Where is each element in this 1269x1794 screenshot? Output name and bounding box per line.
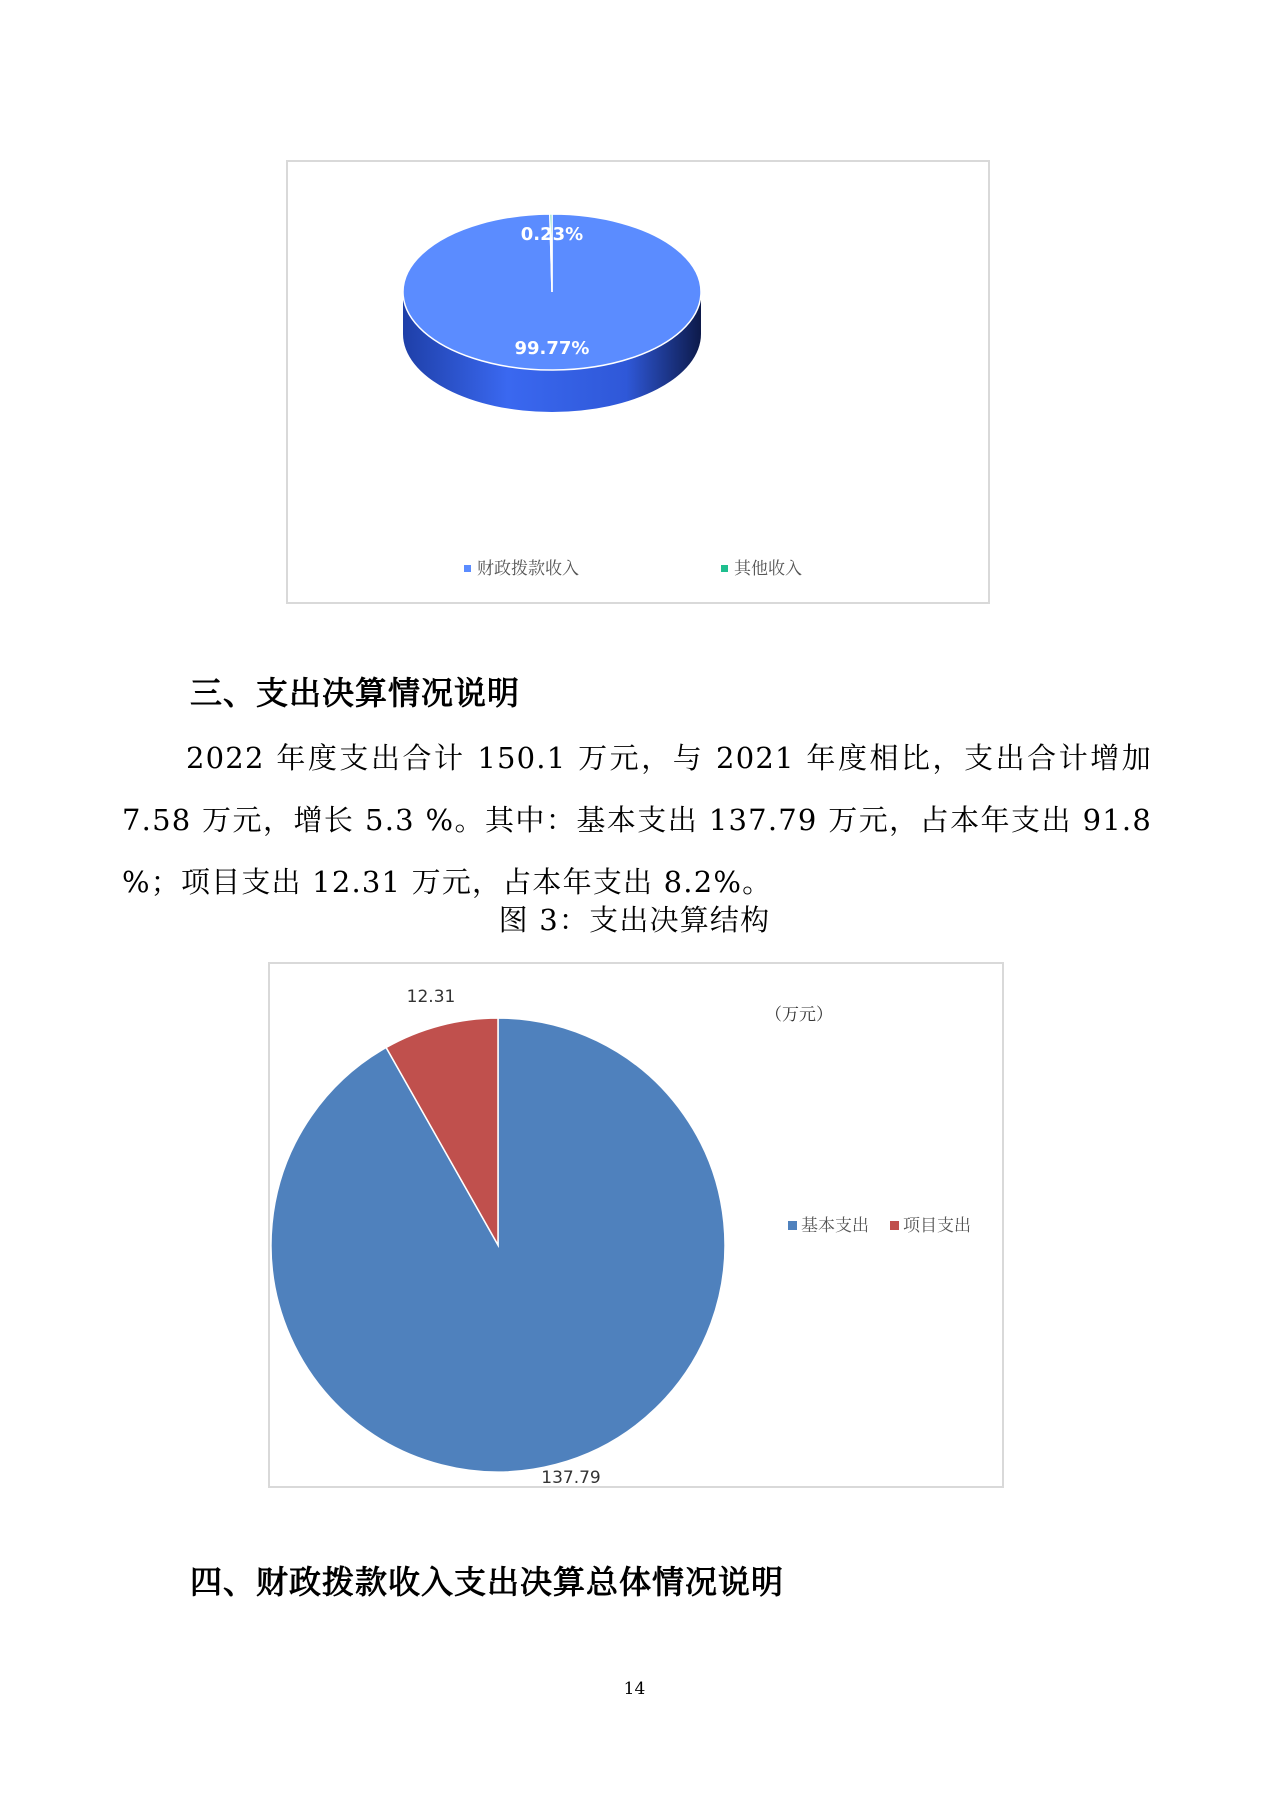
section3-paragraph: 2022 年度支出合计 150.1 万元，与 2021 年度相比，支出合计增加 7.58 万元，增长 5.3 %。其中：基本支出 137.79 万元，占本年支出 91.8 %；项目支出 12.31 万元，占本年支出 8.2%。 [122, 741, 1152, 899]
page-number: 14 [623, 1679, 646, 1699]
section4-heading: 四、财政拨款收入支出决算总体情况说明 [190, 1563, 785, 1601]
legend-label-1: 财政拨款收入 [477, 559, 579, 579]
income-pie-svg [288, 162, 988, 602]
data-label-2: 0.23% [520, 224, 584, 245]
expenditure-pie-chart [268, 962, 1004, 1488]
legend-label-1: 基本支出 [801, 1216, 869, 1236]
legend-swatch-1 [788, 1221, 797, 1230]
legend-label-2: 其他收入 [734, 559, 802, 579]
data-label-2: 12.31 [406, 987, 456, 1007]
data-label-1: 99.77% [514, 338, 590, 359]
income-pie-chart [286, 160, 990, 604]
figure3-caption: 图 3：支出决算结构 [498, 903, 771, 937]
legend-label-2: 项目支出 [903, 1216, 971, 1236]
data-label-1: 137.79 [541, 1468, 601, 1486]
legend-swatch-2 [721, 565, 728, 572]
legend-swatch-1 [464, 565, 471, 572]
unit-label: （万元） [765, 1005, 833, 1025]
section3-heading: 三、支出决算情况说明 [190, 674, 521, 712]
legend-swatch-2 [890, 1221, 899, 1230]
expenditure-pie-svg [270, 964, 1002, 1486]
